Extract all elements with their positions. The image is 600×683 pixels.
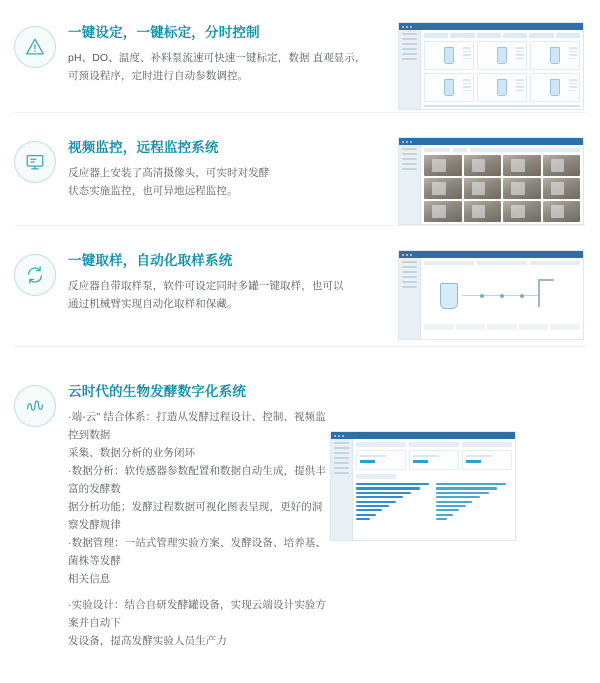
section-video-monitoring — [0, 113, 600, 225]
body-line: ·数据分析：软传感器参数配置和数据自动生成，提供丰富的发酵数 — [68, 465, 326, 495]
section-body — [68, 164, 398, 200]
section-body — [68, 49, 398, 85]
body-line: 可预设程序，定时进行自动参数调控。 — [68, 70, 249, 82]
body-line: ·实验设计：结合自研发酵罐设备，实现云端设计实验方案并自动下 — [68, 599, 326, 629]
monitor-icon — [14, 141, 56, 183]
section-one-click-calibration — [0, 0, 600, 112]
section-title: 云时代的生物发酵数字化系统 — [68, 384, 247, 399]
screenshot-sidebar — [399, 30, 421, 109]
section-text — [68, 381, 330, 650]
wave-signal-icon — [14, 385, 56, 427]
section-text — [68, 137, 398, 200]
sampling-flow-diagram-screenshot[interactable] — [398, 250, 584, 340]
section-title: 一键设定，一键标定，分时控制 — [68, 25, 260, 40]
body-line: 采集、数据分析的业务闭环 — [68, 447, 196, 459]
body-line: ·端-云" 结合体系：打造从发酵过程设计、控制、视频监控到数据 — [68, 411, 326, 441]
section-body — [68, 408, 330, 650]
flow-diagram — [424, 269, 580, 321]
body-line: 状态实施监控，也可异地远程监控。 — [68, 185, 238, 197]
screenshot-titlebar — [331, 432, 515, 439]
warning-triangle-icon — [14, 26, 56, 68]
dashboard-bar-charts — [356, 483, 512, 522]
body-line: 通过机械臂实现自动化取样和保藏。 — [68, 298, 238, 310]
body-line: 相关信息 — [68, 573, 111, 585]
section-body — [68, 277, 398, 313]
body-line: 据分析功能；发酵过程数据可视化图表呈现，更好的洞察发酵规律 — [68, 501, 323, 531]
body-line: 反应器上安装了高清摄像头，可实时对发酵 — [68, 167, 270, 179]
screenshot-titlebar — [399, 251, 583, 258]
section-cloud-digital-system — [0, 347, 600, 650]
body-line: 反应器自带取样泵，软件可设定同时多罐一键取样，也可以 — [68, 280, 344, 292]
section-text — [68, 22, 398, 85]
refresh-cycle-icon — [14, 254, 56, 296]
body-line: ·数据管理：一站式管理实验方案、发酵设备、培养基、菌株等发酵 — [68, 537, 326, 567]
bioreactor-control-panel-screenshot[interactable] — [398, 22, 584, 110]
screenshot-content — [421, 145, 583, 224]
screenshot-content — [421, 258, 583, 339]
section-auto-sampling — [0, 226, 600, 346]
screenshot-sidebar — [331, 439, 353, 540]
body-line: pH、DO、温度、补料泵流速可快速一键标定，数据 直观显示， — [68, 52, 366, 64]
body-line: 发设备，提高发酵实验人员生产力 — [68, 635, 227, 647]
screenshot-sidebar — [399, 258, 421, 339]
cloud-dashboard-screenshot[interactable] — [330, 431, 516, 541]
screenshot-sidebar — [399, 145, 421, 224]
section-title: 一键取样，自动化取样系统 — [68, 253, 233, 268]
screenshot-content — [353, 439, 515, 540]
screenshot-content — [421, 30, 583, 109]
screenshot-titlebar — [399, 23, 583, 30]
video-monitoring-grid-screenshot[interactable] — [398, 137, 584, 225]
screenshot-titlebar — [399, 138, 583, 145]
section-title: 视频监控，远程监控系统 — [68, 140, 219, 155]
section-text — [68, 250, 398, 313]
